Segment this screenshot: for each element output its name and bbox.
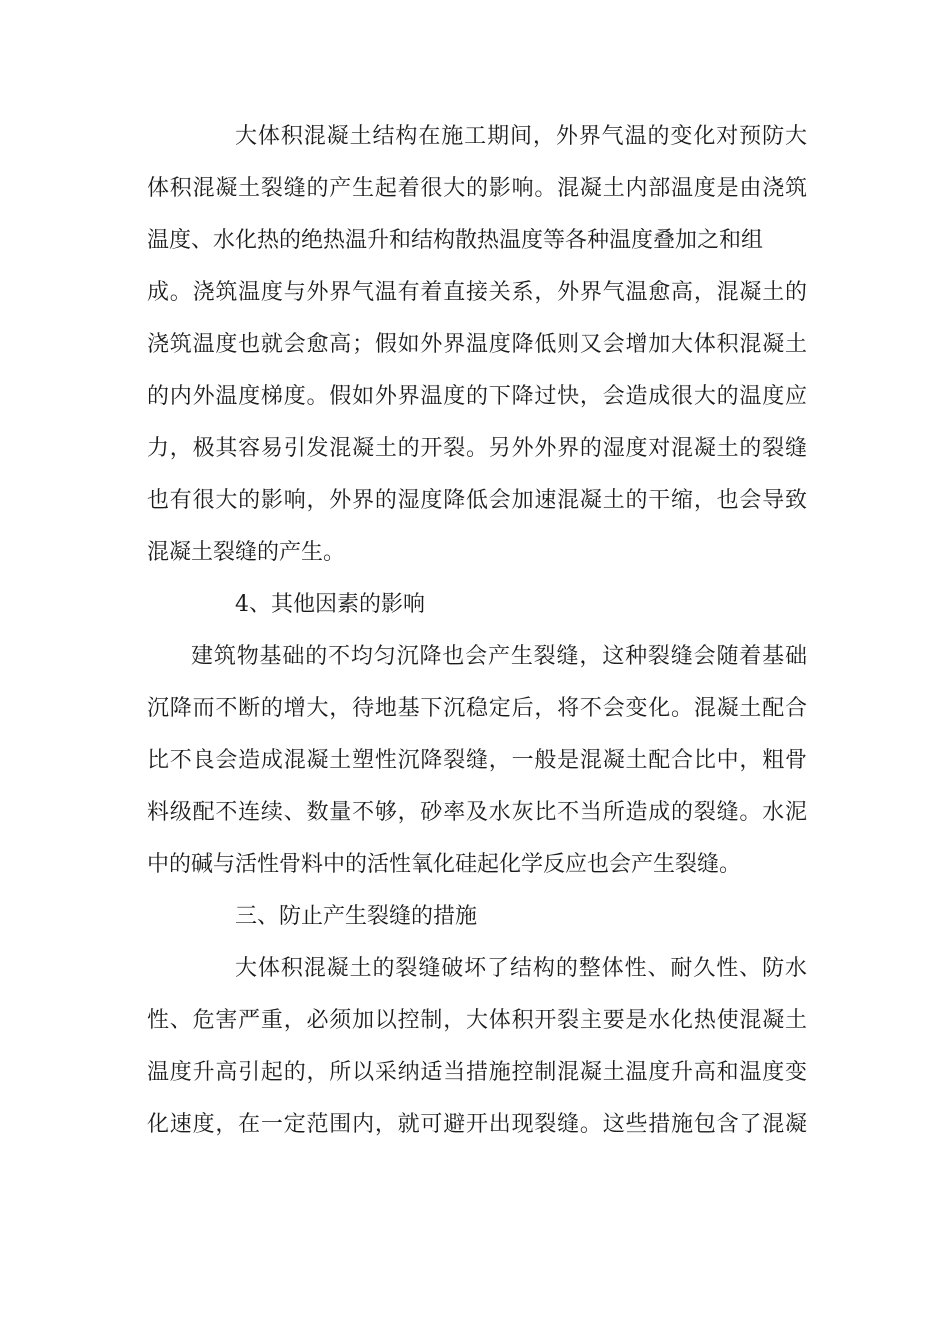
- text-line: 体积混凝土裂缝的产生起着很大的影响。混凝土内部温度是由浇筑: [147, 176, 807, 201]
- text-line: 建筑物基础的不均匀沉降也会产生裂缝，这种裂缝会随着基础: [191, 644, 807, 669]
- section-heading: 4、其他因素的影响: [235, 592, 425, 617]
- text-line: 浇筑温度也就会愈高；假如外界温度降低则又会增加大体积混凝土: [147, 332, 807, 357]
- text-line: 的内外温度梯度。假如外界温度的下降过快，会造成很大的温度应: [147, 384, 807, 409]
- text-line: 温度升高引起的，所以采纳适当措施控制混凝土温度升高和温度变: [147, 1060, 807, 1085]
- text-line: 性、危害严重，必须加以控制，大体积开裂主要是水化热使混凝土: [147, 1008, 807, 1033]
- text-line: 料级配不连续、数量不够，砂率及水灰比不当所造成的裂缝。水泥: [147, 800, 807, 825]
- text-line: 中的碱与活性骨料中的活性氧化硅起化学反应也会产生裂缝。: [147, 852, 742, 877]
- text-line: 沉降而不断的增大，待地基下沉稳定后，将不会变化。混凝土配合: [147, 696, 807, 721]
- text-line: 大体积混凝土结构在施工期间，外界气温的变化对预防大: [235, 124, 807, 149]
- text-line: 比不良会造成混凝土塑性沉降裂缝，一般是混凝土配合比中，粗骨: [147, 748, 807, 773]
- text-line: 也有很大的影响，外界的湿度降低会加速混凝土的干缩，也会导致: [147, 488, 807, 513]
- text-line: 化速度，在一定范围内，就可避开出现裂缝。这些措施包含了混凝: [147, 1112, 807, 1137]
- text-line: 力，极其容易引发混凝土的开裂。另外外界的湿度对混凝土的裂缝: [147, 436, 807, 461]
- text-line: 混凝土裂缝的产生。: [147, 540, 346, 565]
- text-line: 温度、水化热的绝热温升和结构散热温度等各种温度叠加之和组: [147, 228, 764, 253]
- text-line: 成。浇筑温度与外界气温有着直接关系，外界气温愈高，混凝土的: [147, 280, 807, 305]
- section-heading: 三、防止产生裂缝的措施: [235, 904, 478, 929]
- text-line: 大体积混凝土的裂缝破坏了结构的整体性、耐久性、防水: [235, 956, 807, 981]
